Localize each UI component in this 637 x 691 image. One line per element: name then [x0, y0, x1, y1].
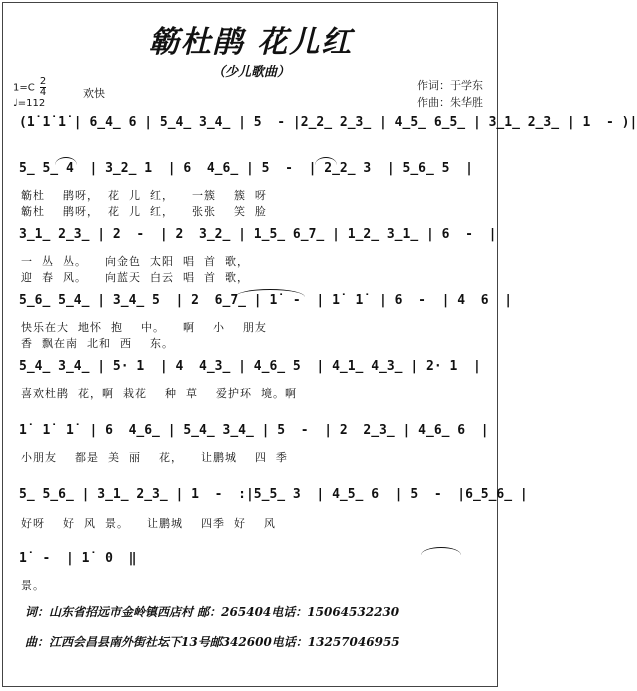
notation-line-1: (1̇ 1̇ 1̇ | 6̲4̲ 6 | 5̲4̲ 3̲4̲ | 5 - |2̲2̲ 2̲3̲ | 4̲5̲ 6̲5̲ | 3̲1̲ 2̲3̲ | 1 - )| [19, 115, 637, 130]
slur-mark [315, 157, 337, 165]
lyricist-address: 词：山东省招远市金岭镇西店村 邮：265404电话：15064532230 [25, 605, 400, 619]
lyrics-line-7: 好呀 好 风 景。 让鹏城 四季 好 风 [21, 517, 276, 530]
key-signature: 1=C [13, 82, 35, 94]
notation-line-7: 5̲ 5̲6̲ | 3̲1̲ 2̲3̲ | 1 - :|5̲5̲ 3 | 4̲5̲ 6 | 5 - |6̲5̲6̲ | [19, 487, 528, 502]
composer-address: 曲：江西会昌县南外街社坛下13号邮342600电话：13257046955 [25, 635, 400, 649]
notation-line-6: 1̇ 1̇ 1̇ | 6 4̲6̲ | 5̲4̲ 3̲4̲ | 5 - | 2 2̲3̲ | 4̲6̲ 6 | [19, 423, 489, 438]
composer-credit: 作曲：朱华胜 [417, 96, 483, 109]
credits [417, 77, 483, 111]
slur-mark [421, 547, 461, 555]
slur-mark [55, 157, 77, 165]
lyrics-line-3a: 一 丛 丛。 向金色 太阳 唱 首 歌， [21, 255, 249, 268]
lyrics-line-8: 景。 [21, 579, 45, 592]
lyrics-line-5: 喜欢杜鹃 花，啊 栽花 种 草 爱护环 境。啊 [21, 387, 297, 400]
time-signature [40, 77, 46, 98]
time-signature-bottom: 4 [39, 87, 47, 98]
notation-line-4: 5̲6̲ 5̲4̲ | 3̲4̲ 5 | 2 6̲7̲ | 1̇ - | 1̇ 1̇ | 6 - | 4 6 | [19, 293, 513, 308]
score-page [2, 2, 637, 687]
lyricist-credit: 作词：于学东 [417, 79, 483, 92]
lyrics-line-3b: 迎 春 风。 向蓝天 白云 唱 首 歌， [21, 271, 249, 284]
tempo-marking: ♩=112 [13, 98, 46, 109]
lyrics-line-2a: 簕杜 鹃呀， 花 儿 红， 一簇 簇 呀 [21, 189, 267, 202]
lyrics-line-4b: 香 飘在南 北和 西 东。 [21, 337, 174, 350]
lyrics-line-4a: 快乐在大 地怀 抱 中。 啊 小 朋友 [21, 321, 267, 334]
notation-line-3: 3̲1̲ 2̲3̲ | 2 - | 2 3̲2̲ | 1̲5̲ 6̲7̲ | 1̲2̲ 3̲1̲ | 6 - | [19, 227, 497, 242]
notation-line-2: 5̲ 5̲ 4 | 3̲2̲ 1 | 6 4̲6̲ | 5 - | 2̲2̲ 3 | 5̲6̲ 5 | [19, 161, 473, 176]
song-subtitle: （少儿歌曲） [211, 65, 290, 80]
key-and-meter [13, 77, 46, 109]
tie-mark [235, 289, 305, 297]
expression-marking: 欢快 [83, 87, 105, 100]
notation-line-8: 1̇ - | 1̇ 0 ‖ [19, 551, 137, 566]
lyrics-line-6: 小朋友 都是 美 丽 花， 让鹏城 四 季 [21, 451, 288, 464]
notation-line-5: 5̲4̲ 3̲4̲ | 5· 1 | 4 4̲3̲ | 4̲6̲ 5 | 4̲1̲ 4̲3̲ | 2· 1 | [19, 359, 481, 374]
song-title: 簕杜鹃 花儿红 [148, 25, 354, 60]
lyrics-line-2b: 簕杜 鹃呀， 花 儿 红， 张张 笑 脸 [21, 205, 267, 218]
time-signature-top: 2 [39, 76, 47, 87]
